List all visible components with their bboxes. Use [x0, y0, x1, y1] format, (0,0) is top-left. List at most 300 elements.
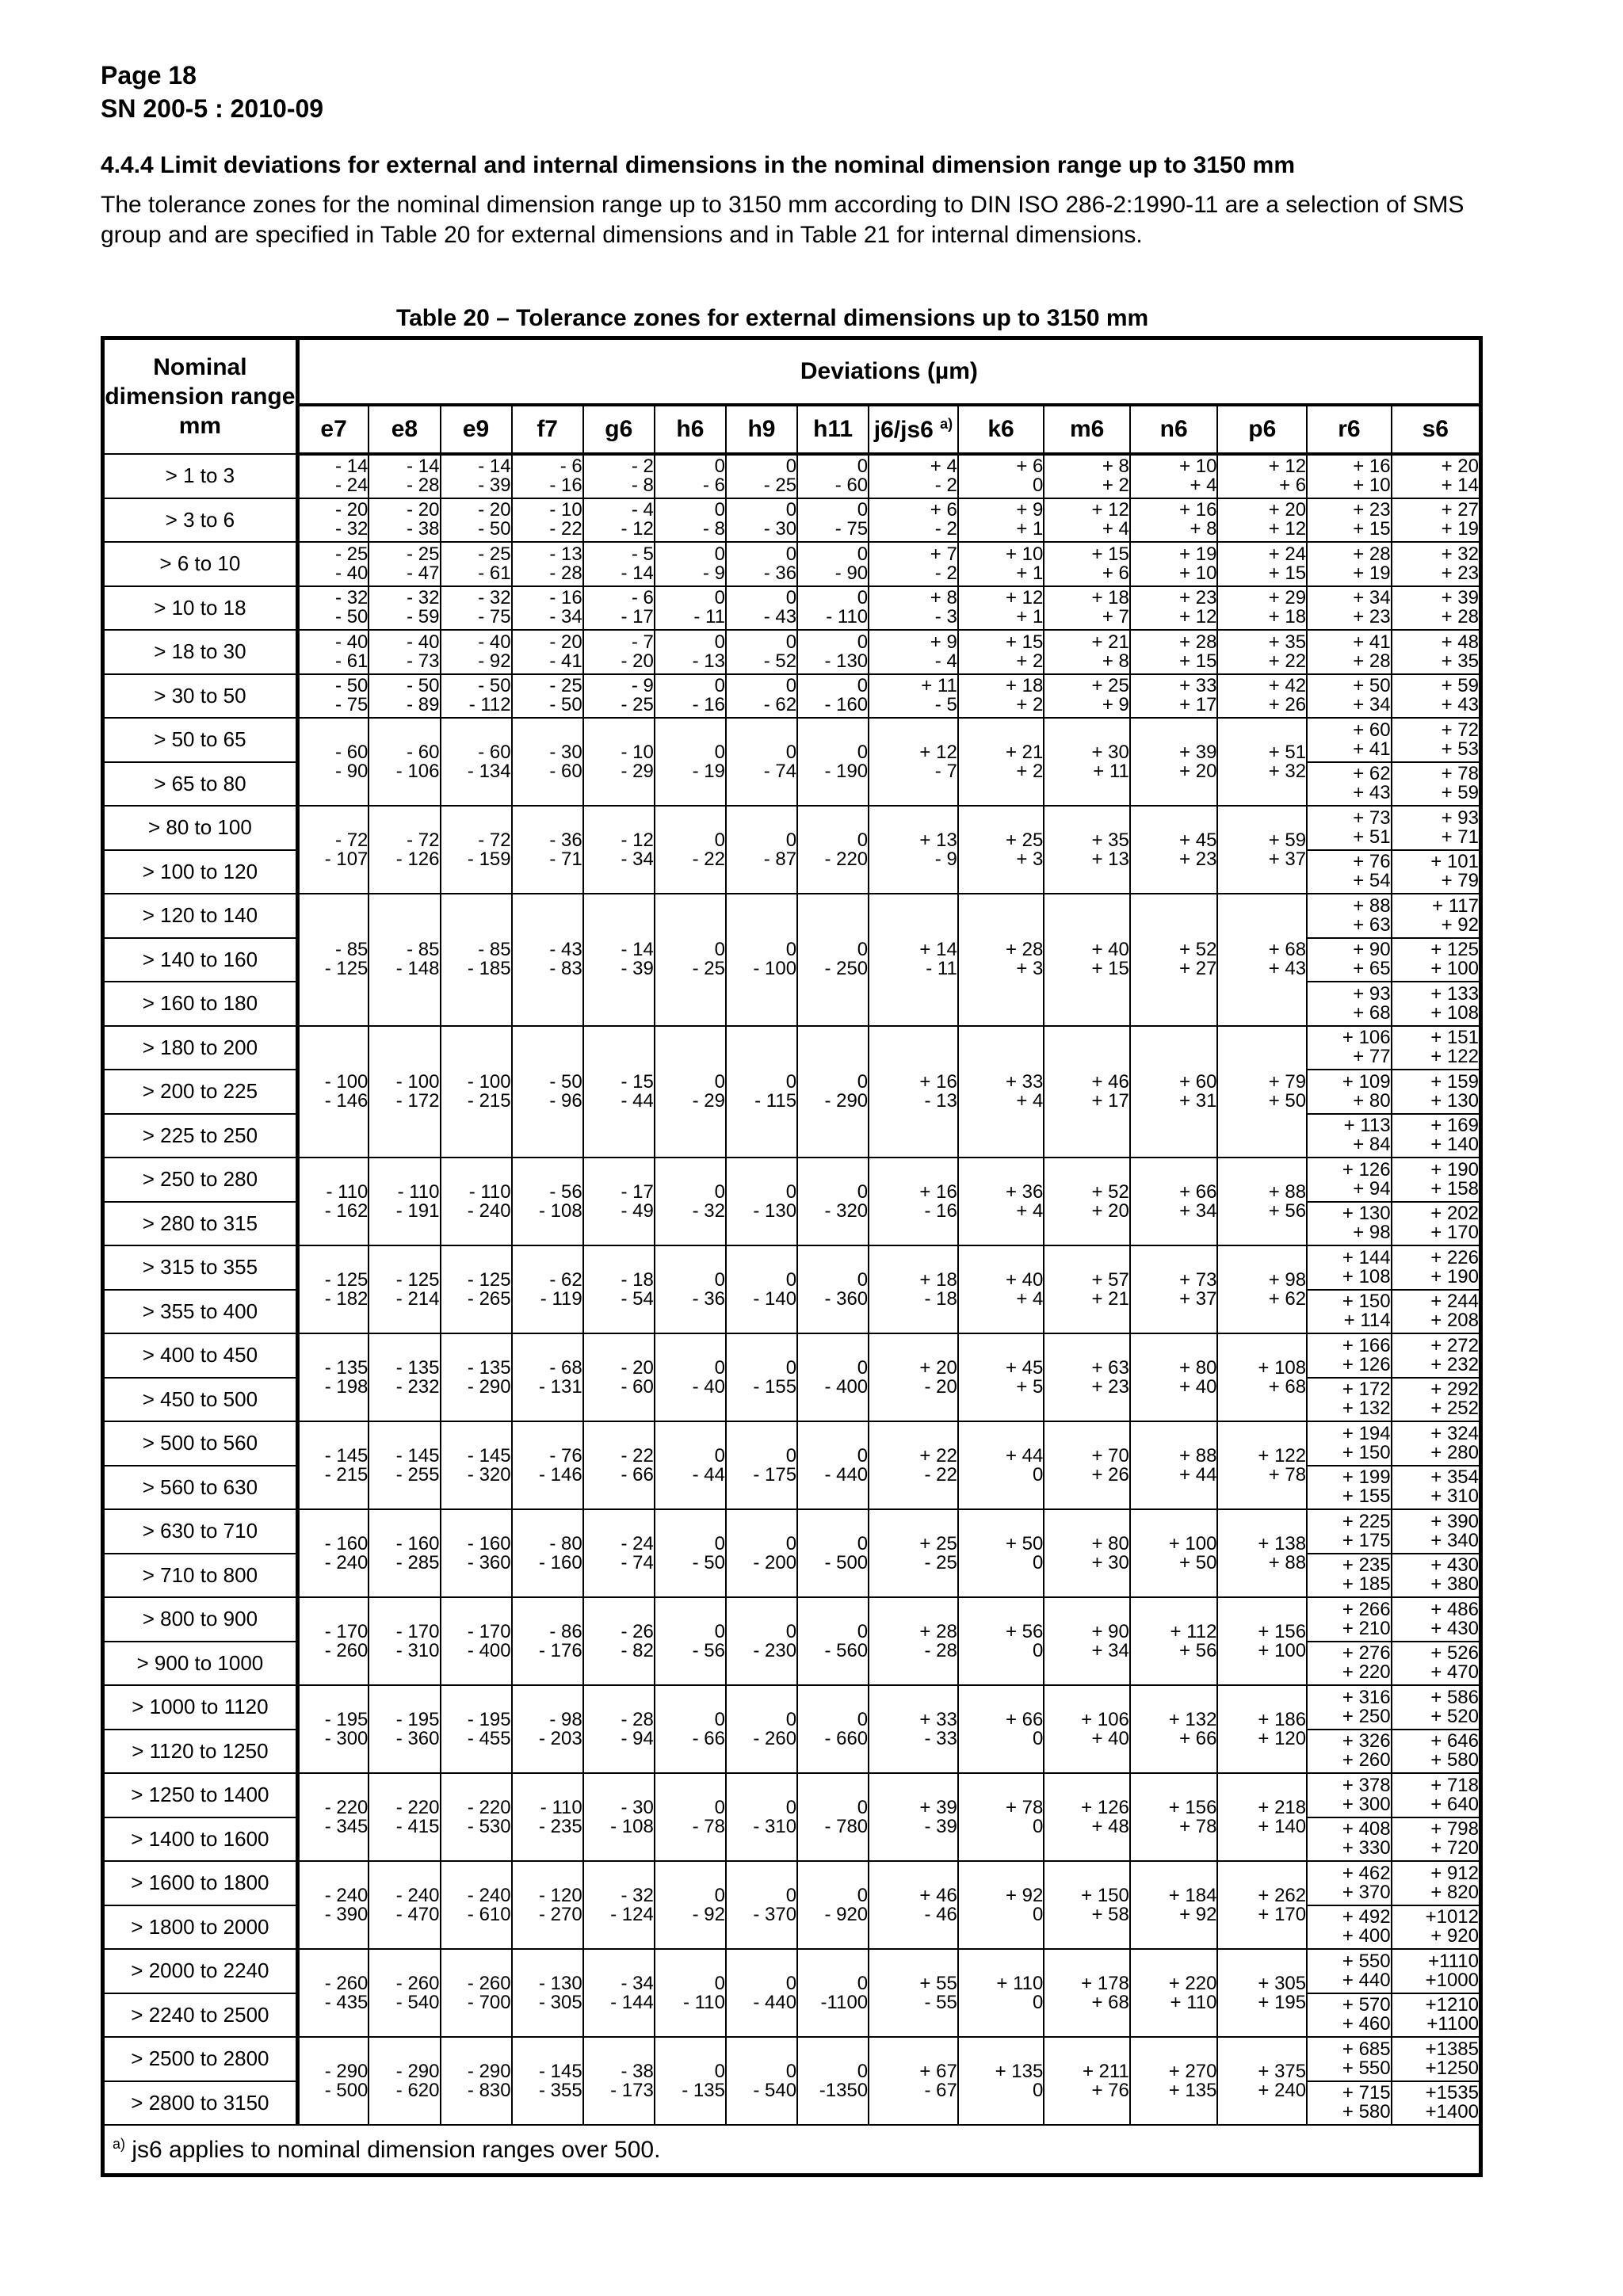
deviation-cell: 0 - 110	[655, 1949, 726, 2037]
r6-cell: + 462 + 370	[1307, 1861, 1392, 1905]
deviation-cell: - 43 - 83	[512, 894, 583, 1026]
deviation-cell: 0 - 110	[797, 586, 869, 631]
deviation-cell: + 12 + 6	[1217, 454, 1307, 498]
table-caption: Table 20 – Tolerance zones for external dimensions up to 3150 mm	[396, 305, 1149, 331]
deviation-cell: + 13 - 9	[869, 806, 958, 894]
deviation-cell: + 28 + 15	[1130, 630, 1218, 674]
deviation-cell: - 14 - 28	[369, 454, 440, 498]
deviation-cell: 0 - 36	[655, 1245, 726, 1333]
deviation-cell: - 13 - 28	[512, 542, 583, 586]
deviation-cell: - 10 - 29	[583, 718, 655, 806]
table-row	[103, 454, 1481, 498]
column-header: r6	[1307, 405, 1392, 454]
deviation-cell: + 12 + 1	[958, 586, 1044, 631]
deviation-cell: + 33 + 4	[958, 1026, 1044, 1158]
deviation-cell: - 110 - 235	[512, 1773, 583, 1861]
deviation-cell: + 25 + 3	[958, 806, 1044, 894]
s6-cell: + 169 + 140	[1392, 1114, 1481, 1158]
deviation-cell: + 18 - 18	[869, 1245, 958, 1333]
range-cell: > 1250 to 1400	[103, 1773, 298, 1817]
deviation-cell: + 29 + 18	[1217, 586, 1307, 631]
deviation-cell: - 56 - 108	[512, 1158, 583, 1245]
s6-cell: + 292 + 252	[1392, 1378, 1481, 1422]
range-cell: > 400 to 450	[103, 1333, 298, 1378]
deviation-cell: + 218 + 140	[1217, 1773, 1307, 1861]
deviation-cell: - 25 - 47	[369, 542, 440, 586]
deviation-cell: + 132 + 66	[1130, 1685, 1218, 1773]
deviation-cell: + 19 + 10	[1130, 542, 1218, 586]
deviation-cell: - 240 - 390	[297, 1861, 369, 1949]
s6-cell: + 324 + 280	[1392, 1421, 1481, 1466]
deviation-cell: 0 - 200	[726, 1509, 797, 1597]
deviation-cell: - 17 - 49	[583, 1158, 655, 1245]
s6-cell: + 190 + 158	[1392, 1158, 1481, 1202]
deviation-cell: + 184 + 92	[1130, 1861, 1218, 1949]
deviation-cell: + 6 - 2	[869, 498, 958, 543]
deviation-cell: 0 - 320	[797, 1158, 869, 1245]
deviation-cell: - 170 - 400	[441, 1597, 512, 1685]
deviation-cell: - 25 - 61	[441, 542, 512, 586]
deviation-cell: + 10 + 1	[958, 542, 1044, 586]
deviation-cell: - 125 - 265	[441, 1245, 512, 1333]
deviation-cell: 0 - 140	[726, 1245, 797, 1333]
deviation-cell: + 15 + 6	[1044, 542, 1130, 586]
s6-cell: + 912 + 820	[1392, 1861, 1481, 1905]
deviation-cell: + 45 + 5	[958, 1333, 1044, 1421]
s6-cell: + 32 + 23	[1392, 542, 1481, 586]
s6-cell: + 125 + 100	[1392, 938, 1481, 982]
deviation-cell: 0 - 92	[655, 1861, 726, 1949]
deviation-cell: + 22 - 22	[869, 1421, 958, 1509]
deviation-cell: - 5 - 14	[583, 542, 655, 586]
deviation-cell: 0 - 230	[726, 1597, 797, 1685]
deviation-cell: - 10 - 22	[512, 498, 583, 543]
deviation-cell: + 90 + 34	[1044, 1597, 1130, 1685]
deviation-cell: - 22 - 66	[583, 1421, 655, 1509]
deviation-cell: - 160 - 360	[441, 1509, 512, 1597]
deviation-cell: 0 - 440	[726, 1949, 797, 2037]
deviation-cell: - 20 - 50	[441, 498, 512, 543]
deviation-cell: + 66 0	[958, 1685, 1044, 1773]
table-row	[103, 1949, 1481, 1993]
deviation-cell: - 72 - 126	[369, 806, 440, 894]
footnote-text: js6 applies to nominal dimension ranges over 500.	[132, 2136, 661, 2163]
range-cell: > 2000 to 2240	[103, 1949, 298, 1993]
deviations-header: Deviations (µm)	[297, 338, 1480, 406]
deviation-cell: - 50 - 75	[297, 674, 369, 719]
deviation-cell: + 220 + 110	[1130, 1949, 1218, 2037]
deviation-cell: 0 - 32	[655, 1158, 726, 1245]
deviation-cell: + 80 + 30	[1044, 1509, 1130, 1597]
r6-cell: + 23 + 15	[1307, 498, 1392, 543]
deviation-cell: - 100 - 146	[297, 1026, 369, 1158]
r6-cell: + 106 + 77	[1307, 1026, 1392, 1070]
deviation-cell: - 110 - 162	[297, 1158, 369, 1245]
deviation-cell: - 34 - 144	[583, 1949, 655, 2037]
deviation-cell: - 12 - 34	[583, 806, 655, 894]
r6-cell: + 150 + 114	[1307, 1290, 1392, 1334]
r6-cell: + 73 + 51	[1307, 806, 1392, 850]
column-header: e7	[297, 405, 369, 454]
deviation-cell: - 40 - 73	[369, 630, 440, 674]
deviation-cell: - 20 - 38	[369, 498, 440, 543]
deviation-cell: 0 - 130	[797, 630, 869, 674]
deviation-cell: + 11 - 5	[869, 674, 958, 719]
s6-cell: + 486 + 430	[1392, 1597, 1481, 1642]
deviation-cell: + 88 + 44	[1130, 1421, 1218, 1509]
range-cell: > 450 to 500	[103, 1378, 298, 1422]
deviation-cell: + 100 + 50	[1130, 1509, 1218, 1597]
deviation-cell: + 10 + 4	[1130, 454, 1218, 498]
column-header: f7	[512, 405, 583, 454]
deviation-cell: 0 - 560	[797, 1597, 869, 1685]
deviation-cell: 0 - 29	[655, 1026, 726, 1158]
deviation-cell: 0 - 25	[655, 894, 726, 1026]
deviation-cell: - 32 - 50	[297, 586, 369, 631]
deviation-cell: + 68 + 43	[1217, 894, 1307, 1026]
range-cell: > 355 to 400	[103, 1290, 298, 1334]
range-cell: > 6 to 10	[103, 542, 298, 586]
r6-cell: + 88 + 63	[1307, 894, 1392, 938]
s6-cell: + 390 + 340	[1392, 1509, 1481, 1554]
deviation-cell: + 186 + 120	[1217, 1685, 1307, 1773]
range-cell: > 1000 to 1120	[103, 1685, 298, 1730]
deviation-cell: - 110 - 240	[441, 1158, 512, 1245]
deviation-cell: + 40 + 4	[958, 1245, 1044, 1333]
deviation-cell: + 112 + 56	[1130, 1597, 1218, 1685]
deviation-cell: + 46 + 17	[1044, 1026, 1130, 1158]
deviation-cell: + 63 + 23	[1044, 1333, 1130, 1421]
deviation-cell: 0 - 60	[797, 454, 869, 498]
deviation-cell: + 122 + 78	[1217, 1421, 1307, 1509]
deviation-cell: 0 - 310	[726, 1773, 797, 1861]
deviation-cell: 0 - 290	[797, 1026, 869, 1158]
r6-cell: + 715 + 580	[1307, 2081, 1392, 2126]
range-cell: > 160 to 180	[103, 982, 298, 1026]
range-cell: > 1800 to 2000	[103, 1905, 298, 1950]
column-header: h9	[726, 405, 797, 454]
deviation-cell: + 50 0	[958, 1509, 1044, 1597]
deviation-cell: - 25 - 50	[512, 674, 583, 719]
r6-cell: + 266 + 210	[1307, 1597, 1392, 1642]
deviation-cell: - 76 - 146	[512, 1421, 583, 1509]
deviation-cell: 0 - 9	[655, 542, 726, 586]
deviation-cell: - 60 - 134	[441, 718, 512, 806]
column-header: h6	[655, 405, 726, 454]
range-cell: > 225 to 250	[103, 1114, 298, 1158]
deviation-cell: 0 - 260	[726, 1685, 797, 1773]
nominal-range-header: Nominal dimension range mm	[103, 338, 298, 455]
deviation-cell: + 42 + 26	[1217, 674, 1307, 719]
deviation-cell: + 12 - 7	[869, 718, 958, 806]
deviation-cell: - 14 - 24	[297, 454, 369, 498]
range-cell: > 2800 to 3150	[103, 2081, 298, 2126]
table-row	[103, 1685, 1481, 1730]
deviation-cell: 0 - 66	[655, 1685, 726, 1773]
deviation-cell: - 130 - 305	[512, 1949, 583, 2037]
table-row	[103, 1861, 1481, 1905]
deviation-cell: + 16 - 13	[869, 1026, 958, 1158]
deviation-cell: - 72 - 107	[297, 806, 369, 894]
s6-cell: + 93 + 71	[1392, 806, 1481, 850]
range-cell: > 120 to 140	[103, 894, 298, 938]
deviation-cell: + 12 + 4	[1044, 498, 1130, 543]
deviation-cell: 0 -1100	[797, 1949, 869, 2037]
deviation-cell: 0 - 400	[797, 1333, 869, 1421]
deviation-cell: + 98 + 62	[1217, 1245, 1307, 1333]
deviation-cell: - 15 - 44	[583, 1026, 655, 1158]
deviation-cell: - 20 - 41	[512, 630, 583, 674]
deviation-cell: + 78 0	[958, 1773, 1044, 1861]
r6-cell: + 550 + 440	[1307, 1949, 1392, 1993]
table-row	[103, 2037, 1481, 2081]
deviation-cell: + 18 + 2	[958, 674, 1044, 719]
deviation-cell: - 145 - 255	[369, 1421, 440, 1509]
r6-cell: + 166 + 126	[1307, 1333, 1392, 1378]
deviation-cell: - 72 - 159	[441, 806, 512, 894]
deviation-cell: 0 - 6	[655, 454, 726, 498]
r6-cell: + 126 + 94	[1307, 1158, 1392, 1202]
deviation-cell: 0 - 30	[726, 498, 797, 543]
range-cell: > 630 to 710	[103, 1509, 298, 1554]
deviation-cell: + 35 + 22	[1217, 630, 1307, 674]
range-cell: > 250 to 280	[103, 1158, 298, 1202]
deviation-cell: 0 - 74	[726, 718, 797, 806]
table-row	[103, 542, 1481, 586]
deviation-cell: 0 - 62	[726, 674, 797, 719]
r6-cell: + 326 + 260	[1307, 1730, 1392, 1774]
s6-cell: + 586 + 520	[1392, 1685, 1481, 1730]
r6-cell: + 93 + 68	[1307, 982, 1392, 1026]
deviation-cell: - 195 - 300	[297, 1685, 369, 1773]
tolerance-table	[101, 336, 1483, 2177]
deviation-cell: + 55 - 55	[869, 1949, 958, 2037]
s6-cell: + 48 + 35	[1392, 630, 1481, 674]
deviation-cell: - 80 - 160	[512, 1509, 583, 1597]
s6-cell: + 59 + 43	[1392, 674, 1481, 719]
range-cell: > 30 to 50	[103, 674, 298, 719]
deviation-cell: 0 - 220	[797, 806, 869, 894]
deviation-cell: - 290 - 830	[441, 2037, 512, 2125]
range-cell: > 1400 to 1600	[103, 1817, 298, 1862]
deviation-cell: 0 - 52	[726, 630, 797, 674]
deviation-cell: - 60 - 90	[297, 718, 369, 806]
deviation-cell: - 85 - 185	[441, 894, 512, 1026]
deviation-cell: + 33 + 17	[1130, 674, 1218, 719]
s6-cell: + 72 + 53	[1392, 718, 1481, 762]
s6-cell: + 798 + 720	[1392, 1817, 1481, 1862]
deviation-cell: 0 - 135	[655, 2037, 726, 2125]
deviation-cell: - 20 - 60	[583, 1333, 655, 1421]
deviation-cell: 0 - 660	[797, 1685, 869, 1773]
deviation-cell: - 6 - 17	[583, 586, 655, 631]
standard-id: SN 200-5 : 2010-09	[101, 94, 324, 123]
deviation-cell: 0 - 36	[726, 542, 797, 586]
range-cell: > 2500 to 2800	[103, 2037, 298, 2081]
column-header: e8	[369, 405, 440, 454]
deviation-cell: 0 - 155	[726, 1333, 797, 1421]
deviation-cell: - 125 - 182	[297, 1245, 369, 1333]
deviation-cell: - 290 - 500	[297, 2037, 369, 2125]
column-header: j6/js6 $^{a)}$	[869, 405, 958, 454]
deviation-cell: + 106 + 40	[1044, 1685, 1130, 1773]
deviation-cell: + 56 0	[958, 1597, 1044, 1685]
deviation-cell: - 40 - 92	[441, 630, 512, 674]
deviation-cell: 0 - 920	[797, 1861, 869, 1949]
deviation-cell: - 25 - 40	[297, 542, 369, 586]
table-row	[103, 1773, 1481, 1817]
s6-cell: +1210 +1100	[1392, 1993, 1481, 2038]
deviation-cell: + 156 + 78	[1130, 1773, 1218, 1861]
deviation-cell: + 8 - 3	[869, 586, 958, 631]
deviation-cell: + 44 0	[958, 1421, 1044, 1509]
deviation-cell: - 160 - 285	[369, 1509, 440, 1597]
s6-cell: + 226 + 190	[1392, 1245, 1481, 1290]
deviation-cell: + 51 + 32	[1217, 718, 1307, 806]
deviation-cell: - 36 - 71	[512, 806, 583, 894]
deviation-cell: + 108 + 68	[1217, 1333, 1307, 1421]
r6-cell: + 492 + 400	[1307, 1905, 1392, 1950]
deviation-cell: + 73 + 37	[1130, 1245, 1218, 1333]
table-row	[103, 806, 1481, 850]
deviation-cell: + 39 - 39	[869, 1773, 958, 1861]
r6-cell: + 76 + 54	[1307, 850, 1392, 894]
s6-cell: + 244 + 208	[1392, 1290, 1481, 1334]
deviation-cell: - 85 - 148	[369, 894, 440, 1026]
deviation-cell: 0 - 25	[726, 454, 797, 498]
deviation-cell: + 126 + 48	[1044, 1773, 1130, 1861]
table-row	[103, 894, 1481, 938]
deviation-cell: + 178 + 68	[1044, 1949, 1130, 2037]
deviation-cell: - 16 - 34	[512, 586, 583, 631]
s6-cell: + 39 + 28	[1392, 586, 1481, 631]
table-footnote	[103, 2125, 1481, 2176]
deviation-cell: - 20 - 32	[297, 498, 369, 543]
range-cell: > 315 to 355	[103, 1245, 298, 1290]
deviation-cell: + 21 + 2	[958, 718, 1044, 806]
deviation-cell: - 170 - 310	[369, 1597, 440, 1685]
deviation-cell: - 260 - 435	[297, 1949, 369, 2037]
deviation-cell: + 88 + 56	[1217, 1158, 1307, 1245]
deviation-cell: + 52 + 27	[1130, 894, 1218, 1026]
s6-cell: +1012 + 920	[1392, 1905, 1481, 1950]
deviation-cell: 0 - 8	[655, 498, 726, 543]
r6-cell: + 109 + 80	[1307, 1070, 1392, 1114]
deviation-cell: - 14 - 39	[441, 454, 512, 498]
table-row	[103, 586, 1481, 631]
deviation-cell: - 110 - 191	[369, 1158, 440, 1245]
table-row	[103, 674, 1481, 719]
deviation-cell: - 160 - 240	[297, 1509, 369, 1597]
deviation-cell: 0 - 16	[655, 674, 726, 719]
r6-cell: + 60 + 41	[1307, 718, 1392, 762]
deviation-cell: 0 - 50	[655, 1509, 726, 1597]
deviation-cell: + 92 0	[958, 1861, 1044, 1949]
range-cell: > 10 to 18	[103, 586, 298, 631]
r6-cell: + 225 + 175	[1307, 1509, 1392, 1554]
s6-cell: + 151 + 122	[1392, 1026, 1481, 1070]
r6-cell: + 685 + 550	[1307, 2037, 1392, 2081]
deviation-cell: 0 - 44	[655, 1421, 726, 1509]
deviation-cell: 0 -1350	[797, 2037, 869, 2125]
deviation-cell: 0 - 56	[655, 1597, 726, 1685]
deviation-cell: 0 - 115	[726, 1026, 797, 1158]
section-title: 4.4.4 Limit deviations for external and internal dimensions in the nominal dimension range up to 3150 mm	[101, 152, 1295, 178]
deviation-cell: + 7 - 2	[869, 542, 958, 586]
deviation-cell: - 86 - 176	[512, 1597, 583, 1685]
deviation-cell: 0 - 90	[797, 542, 869, 586]
deviation-cell: 0 - 250	[797, 894, 869, 1026]
deviation-cell: + 20 + 12	[1217, 498, 1307, 543]
deviation-cell: + 156 + 100	[1217, 1597, 1307, 1685]
range-cell: > 800 to 900	[103, 1597, 298, 1642]
deviation-cell: + 25 + 9	[1044, 674, 1130, 719]
deviation-cell: - 7 - 20	[583, 630, 655, 674]
deviation-cell: 0 - 440	[797, 1421, 869, 1509]
column-header: n6	[1130, 405, 1218, 454]
range-cell: > 2240 to 2500	[103, 1993, 298, 2038]
r6-cell: + 50 + 34	[1307, 674, 1392, 719]
deviation-cell: 0 - 130	[726, 1158, 797, 1245]
deviation-cell: - 195 - 455	[441, 1685, 512, 1773]
deviation-cell: - 125 - 214	[369, 1245, 440, 1333]
deviation-cell: - 135 - 290	[441, 1333, 512, 1421]
range-cell: > 140 to 160	[103, 938, 298, 982]
deviation-cell: - 100 - 215	[441, 1026, 512, 1158]
page-number: Page 18	[101, 61, 197, 90]
deviation-cell: 0 - 13	[655, 630, 726, 674]
deviation-cell: + 4 - 2	[869, 454, 958, 498]
deviation-cell: + 67 - 67	[869, 2037, 958, 2125]
range-cell: > 1600 to 1800	[103, 1861, 298, 1905]
deviation-cell: - 30 - 108	[583, 1773, 655, 1861]
r6-cell: + 408 + 330	[1307, 1817, 1392, 1862]
deviation-cell: - 6 - 16	[512, 454, 583, 498]
deviation-cell: + 9 - 4	[869, 630, 958, 674]
deviation-cell: - 170 - 260	[297, 1597, 369, 1685]
deviation-cell: + 79 + 50	[1217, 1026, 1307, 1158]
deviation-cell: + 375 + 240	[1217, 2037, 1307, 2125]
deviation-cell: + 21 + 8	[1044, 630, 1130, 674]
s6-cell: +1385 +1250	[1392, 2037, 1481, 2081]
range-cell: > 1120 to 1250	[103, 1730, 298, 1774]
deviation-cell: + 46 - 46	[869, 1861, 958, 1949]
deviation-cell: + 60 + 31	[1130, 1026, 1218, 1158]
deviation-cell: - 50 - 96	[512, 1026, 583, 1158]
deviation-cell: + 36 + 4	[958, 1158, 1044, 1245]
intro-paragraph: The tolerance zones for the nominal dimension range up to 3150 mm according to DIN ISO 286-2:1990-11 are a selection of SMS group and are specified in Table 20 for external dimensions and in Table 21 for internal dimensions.	[101, 192, 1465, 248]
deviation-cell: + 80 + 40	[1130, 1333, 1218, 1421]
deviation-cell: + 9 + 1	[958, 498, 1044, 543]
deviation-cell: + 6 0	[958, 454, 1044, 498]
range-cell: > 1 to 3	[103, 454, 298, 498]
range-cell: > 180 to 200	[103, 1026, 298, 1070]
deviation-cell: + 39 + 20	[1130, 718, 1218, 806]
deviation-cell: 0 - 11	[655, 586, 726, 631]
deviation-cell: 0 - 100	[726, 894, 797, 1026]
deviation-cell: - 9 - 25	[583, 674, 655, 719]
deviation-cell: + 28 - 28	[869, 1597, 958, 1685]
column-header: g6	[583, 405, 655, 454]
deviation-cell: + 15 + 2	[958, 630, 1044, 674]
deviation-cell: + 138 + 88	[1217, 1509, 1307, 1597]
deviation-cell: - 24 - 74	[583, 1509, 655, 1597]
column-header: e9	[441, 405, 512, 454]
deviation-cell: - 32 - 124	[583, 1861, 655, 1949]
deviation-cell: - 220 - 530	[441, 1773, 512, 1861]
deviation-cell: - 28 - 94	[583, 1685, 655, 1773]
deviation-cell: - 145 - 355	[512, 2037, 583, 2125]
